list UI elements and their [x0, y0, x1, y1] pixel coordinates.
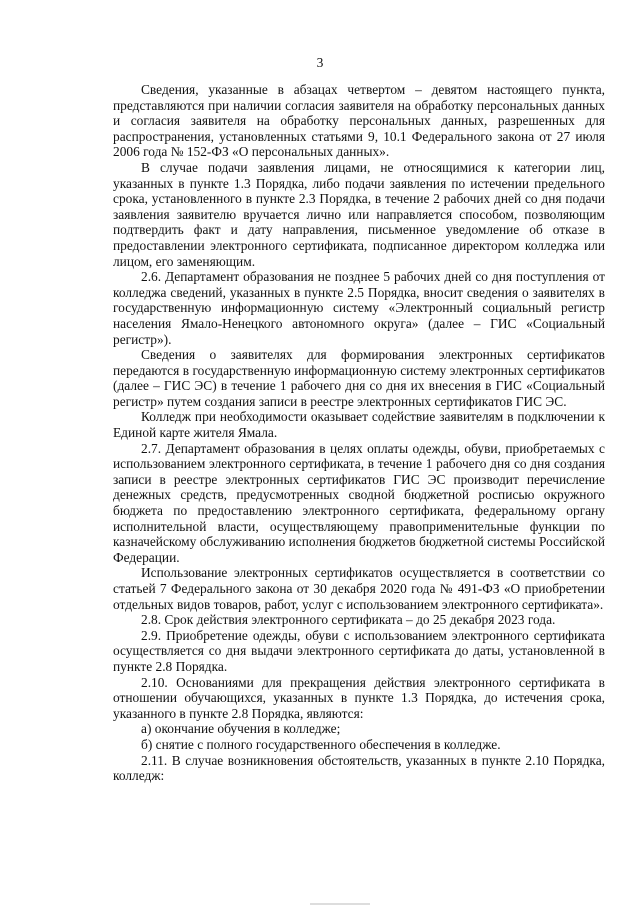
list-item: б) снятие с полного государственного обеспечения в колледже.: [141, 736, 501, 752]
paragraph: Использование электронных сертификатов осуществляется в соответствии со статьей 7 Федерального закона от 30 декабря 2020 года № 491-ФЗ «О приобретении отдельных видов товаров, работ, услуг с использованием электронного сертификата».: [113, 565, 605, 612]
paragraph: 2.10. Основаниями для прекращения действия электронного сертификата в отношении обучающихся, указанных в пункте 1.3 Порядка, до истечения срока, указанного в пункте 2.8 Порядка, являются:: [113, 674, 605, 721]
document-body: [113, 82, 605, 784]
paragraph: Сведения, указанные в абзацах четвертом – девятом настоящего пункта, представляются при наличии согласия заявителя на обработку персональных данных и согласия заявителя на обработку персональных данных, разрешенных для распространения, установленных статьями 9, 10.1 Федерального закона от 27 июля 2006 года № 152-ФЗ «О персональных данных».: [113, 82, 605, 160]
paragraph: Сведения о заявителях для формирования электронных сертификатов передаются в государственную информационную систему электронных сертификатов (далее – ГИС ЭС) в течение 1 рабочего дня со дня их внесения в ГИС «Социальный регистр» путем создания записи в реестре электронных сертификатов ГИС ЭС.: [113, 347, 605, 409]
list-item: а) окончание обучения в колледже;: [141, 721, 341, 737]
paragraph: 2.6. Департамент образования не позднее 5 рабочих дней со дня поступления от колледжа сведений, указанных в пункте 2.5 Порядка, вносит сведения о заявителях в государственную информационную систему «Электронный социальный регистр населения Ямало-Ненецкого автономного округа» (далее – ГИС «Социальный регистр»).: [113, 269, 605, 347]
paragraph: 2.7. Департамент образования в целях оплаты одежды, обуви, приобретаемых с использованием электронного сертификата, в течение 1 рабочего дня со дня создания записи в реестре электронных сертификатов ГИС ЭС производит перечисление денежных средств, предусмотренных сводной бюджетной росписью окружного бюджета по предоставлению электронного сертификата, федеральному органу исполнительной власти, осуществляющему правоприменительные функции по казначейскому обслуживанию исполнения бюджетов бюджетной системы Российской Федерации.: [113, 440, 605, 565]
paragraph: 2.8. Срок действия электронного сертификата – до 25 декабря 2023 года.: [141, 612, 556, 628]
paragraph: 2.9. Приобретение одежды, обуви с использованием электронного сертификата осуществляется со дня выдачи электронного сертификата до даты, установленной в пункте 2.8 Порядка.: [113, 627, 605, 674]
paragraph: В случае подачи заявления лицами, не относящимися к категории лиц, указанных в пункте 1.3 Порядка, либо подачи заявления по истечении предельного срока, установленного в пункте 2.3 Порядка, в течение 2 рабочих дней со дня подачи заявления заявителю вручается лично или направляется способом, позволяющим подтвердить факт и дату направления, письменное уведомление об отказе в предоставлении электронного сертификата, подписанное директором колледжа или лицом, его заменяющим.: [113, 159, 605, 269]
page-number: 3: [316, 55, 324, 70]
paragraph: Колледж при необходимости оказывает содействие заявителям в подключении к Единой карте жителя Ямала.: [113, 409, 605, 441]
paragraph: 2.11. В случае возникновения обстоятельств, указанных в пункте 2.10 Порядка, колледж:: [113, 752, 605, 784]
